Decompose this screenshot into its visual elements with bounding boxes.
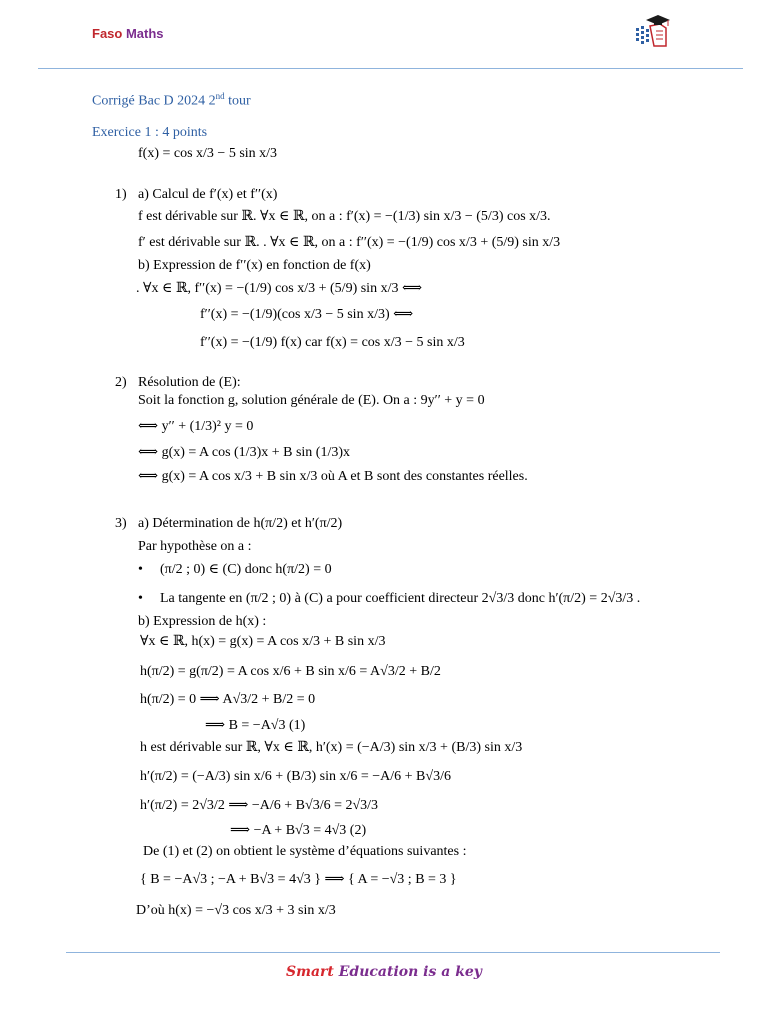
question-2-heading: Résolution de (E): (138, 375, 241, 390)
h-prime-condition: h′(π/2) = 2√3/2 ⟹ −A/6 + B√3/6 = 2√3/3 (140, 798, 379, 813)
h-equals-zero: h(π/2) = 0 ⟹ A√3/2 + B/2 = 0 (140, 692, 316, 707)
solution-step-1: ⟺ y′′ + (1/3)² y = 0 (138, 419, 254, 434)
f-second-step-2: f′′(x) = −(1/9)(cos x/3 − 5 sin x/3) ⟺ (200, 307, 414, 322)
question-1b-heading: b) Expression de f′′(x) en fonction de f(x) (138, 258, 371, 273)
f-second-step-1: . ∀x ∈ ℝ, f′′(x) = −(1/9) cos x/3 + (5/9) sin x/3 ⟺ (136, 281, 423, 296)
question-3a-heading: a) Détermination de h(π/2) et h′(π/2) (138, 516, 343, 531)
h-expression: ∀x ∈ ℝ, h(x) = g(x) = A cos x/3 + B sin x/3 (140, 634, 386, 649)
bullet-icon: • (138, 562, 143, 577)
solution-step-2: ⟺ g(x) = A cos (1/3)x + B sin (1/3)x (138, 445, 351, 460)
equation-2: ⟹ −A + B√3 = 4√3 (2) (230, 823, 367, 838)
derivative-f-prime: f est dérivable sur ℝ. ∀x ∈ ℝ, on a : f′(x) = −(1/3) sin x/3 − (5/3) cos x/3. (138, 209, 551, 224)
question-2-number: 2) (115, 375, 127, 390)
hypothesis-intro: Par hypothèse on a : (138, 539, 252, 554)
bullet-2: • La tangente en (π/2 ; 0) à (C) a pour coefficient directeur 2√3/3 donc h′(π/2) = 2√3/3 . (138, 591, 641, 606)
bullet-1: • (π/2 ; 0) ∈ (C) donc h(π/2) = 0 (138, 562, 332, 577)
document-title: Corrigé Bac D 2024 2nd tour (92, 91, 251, 109)
footer-divider (66, 952, 720, 953)
question-3-number: 3) (115, 516, 127, 531)
general-solution-intro: Soit la fonction g, solution générale de (E). On a : 9y′′ + y = 0 (138, 393, 485, 408)
exercise-heading: Exercice 1 : 4 points (92, 125, 208, 140)
equation-1: ⟹ B = −A√3 (1) (205, 718, 306, 733)
h-prime-pi-over-2: h′(π/2) = (−A/3) sin x/6 + (B/3) sin x/6 = −A/6 + B√3/6 (140, 769, 451, 784)
h-derivative: h est dérivable sur ℝ, ∀x ∈ ℝ, h′(x) = (−A/3) sin x/3 + (B/3) sin x/3 (140, 740, 523, 755)
solution-step-3: ⟺ g(x) = A cos x/3 + B sin x/3 où A et B sont des constantes réelles. (138, 469, 528, 484)
h-pi-over-2: h(π/2) = g(π/2) = A cos x/6 + B sin x/6 = A√3/2 + B/2 (140, 664, 441, 679)
question-3b-heading: b) Expression de h(x) : (138, 614, 267, 629)
question-1a-heading: a) Calcul de f′(x) et f′′(x) (138, 187, 278, 202)
derivative-f-second: f′ est dérivable sur ℝ. . ∀x ∈ ℝ, on a : f′′(x) = −(1/9) cos x/3 + (5/9) sin x/3 (138, 235, 561, 250)
footer-slogan: Smart Education is a key (286, 964, 482, 980)
bullet-icon: • (138, 591, 143, 606)
final-answer: D’où h(x) = −√3 cos x/3 + 3 sin x/3 (136, 903, 336, 918)
system-solution: { B = −A√3 ; −A + B√3 = 4√3 } ⟹ { A = −√3 ; B = 3 } (140, 872, 457, 887)
brand-name: Faso Maths (92, 26, 164, 41)
question-1-number: 1) (115, 187, 127, 202)
system-intro: De (1) et (2) on obtient le système d’équations suivantes : (143, 844, 467, 859)
f-second-step-3: f′′(x) = −(1/9) f(x) car f(x) = cos x/3 − 5 sin x/3 (200, 335, 465, 350)
function-definition: f(x) = cos x/3 − 5 sin x/3 (138, 146, 278, 161)
